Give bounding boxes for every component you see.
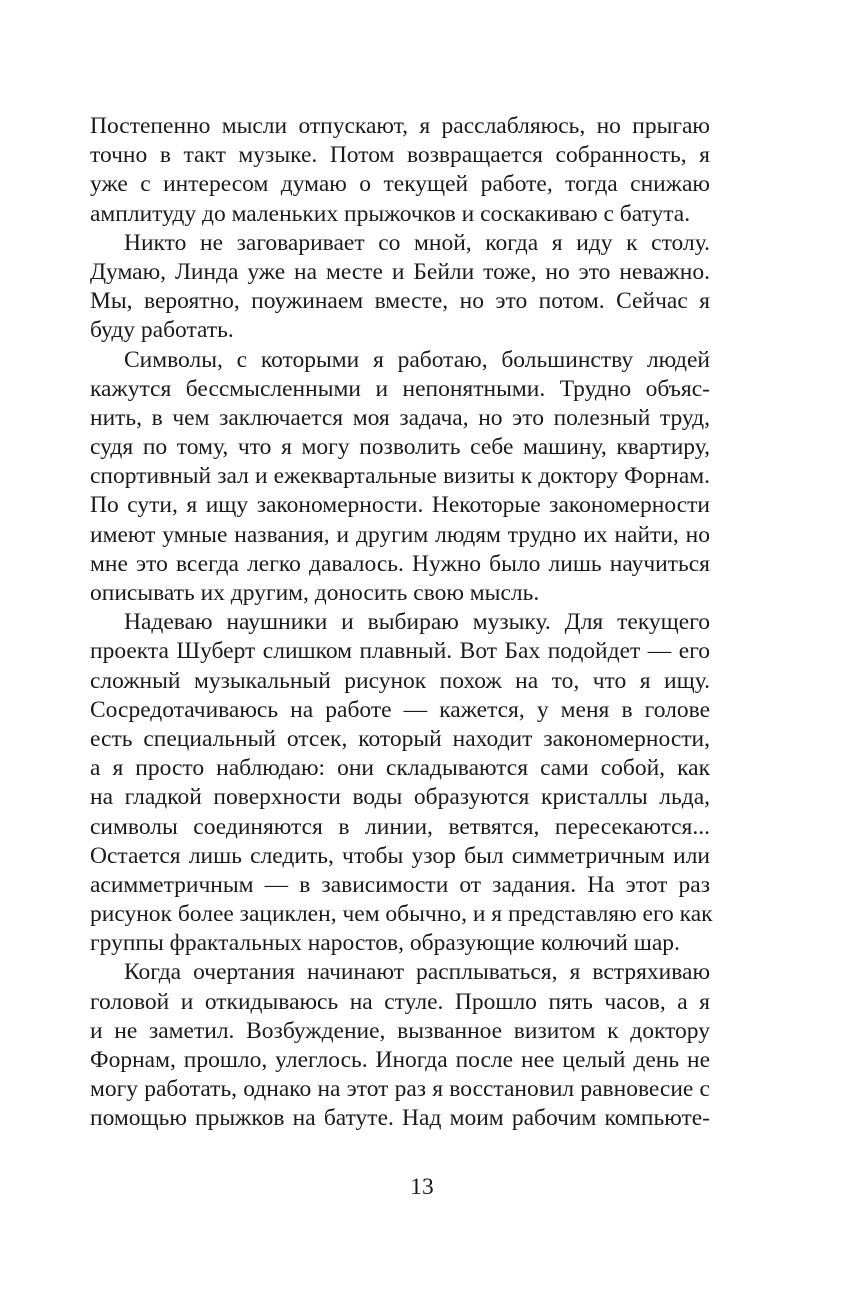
text-line: уже с интересом думаю о текущей работе, тогда снижаю: [90, 171, 710, 198]
text-line: По сути, я ищу закономерности. Некоторые закономерности: [90, 492, 710, 519]
text-line: могу работать, однако на этот раз я восстановил равновесие с: [90, 1076, 710, 1103]
paragraph-2: [90, 229, 710, 346]
text-line: Форнам, прошло, улеглось. Иногда после нее целый день не: [90, 1047, 710, 1073]
text-line: Остается лишь следить, чтобы узор был симметричным или: [90, 842, 710, 869]
text-line: Сосредотачиваюсь на работе — кажется, у меня в голове: [90, 696, 710, 723]
text-line: Никто не заговаривает со мной, когда я иду к столу.: [124, 229, 710, 256]
text-line: головой и откидываюсь на стуле. Прошло пять часов, а я: [90, 988, 710, 1015]
text-line: судя по тому, что я могу позволить себе машину, квартиру,: [90, 434, 710, 461]
paragraph-5: [90, 958, 710, 1133]
text-line: сложный музыкальный рисунок похож на то, что я ищу.: [90, 667, 710, 694]
page-number: 13: [410, 1174, 434, 1200]
body-text: [90, 112, 713, 1134]
text-line: проекта Шуберт слишком плавный. Вот Бах подойдет — его: [90, 638, 710, 665]
text-line: Постепенно мысли отпускают, я расслабляюсь, но прыгаю: [90, 113, 710, 139]
text-line: есть специальный отсек, который находит закономерности,: [90, 725, 710, 752]
text-line: Символы, с которыми я работаю, большинству людей: [124, 346, 710, 373]
text-line: кажутся бессмысленными и непонятными. Трудно объяс-: [90, 375, 710, 402]
text-line: Когда очертания начинают расплываться, я встряхиваю: [124, 959, 710, 986]
text-line: группы фрактальных наростов, образующие колючий шар.: [90, 930, 680, 957]
text-line: на гладкой поверхности воды образуются кристаллы льда,: [90, 784, 710, 811]
paragraph-3: [90, 346, 710, 609]
text-line: буду работать.: [90, 317, 234, 344]
text-line: спортивный зал и ежеквартальные визиты к доктору Форнам.: [90, 463, 710, 490]
text-line: Надеваю наушники и выбираю музыку. Для текущего: [124, 609, 710, 636]
text-line: а я просто наблюдаю: они складываются сами собой, как: [90, 755, 710, 782]
text-line: Мы, вероятно, поужинаем вместе, но это потом. Сейчас я: [90, 288, 710, 315]
text-line: асимметричным — в зависимости от задания. На этот раз: [90, 871, 710, 898]
text-line: помощью прыжков на батуте. Над моим рабочим компьюте-: [90, 1105, 710, 1132]
text-line: символы соединяются в линии, ветвятся, пересекаются...: [90, 813, 710, 840]
text-line: амплитуду до маленьких прыжочков и соскакиваю с батута.: [90, 200, 691, 227]
text-line: рисунок более зациклен, чем обычно, и я представляю его как: [90, 901, 713, 928]
text-line: и не заметил. Возбуждение, вызванное визитом к доктору: [90, 1017, 710, 1044]
text-line: нить, в чем заключается моя задача, но это полезный труд,: [90, 404, 710, 431]
text-line: мне это всегда легко давалось. Нужно было лишь научиться: [90, 550, 710, 577]
text-line: описывать их другим, доносить свою мысль.: [90, 580, 540, 606]
text-line: Думаю, Линда уже на месте и Бейли тоже, но это неважно.: [90, 258, 710, 285]
paragraph-4: [90, 608, 713, 958]
paragraph-1: [90, 112, 710, 229]
text-line: точно в такт музыке. Потом возвращается собранность, я: [90, 142, 710, 169]
text-line: имеют умные названия, и другим людям трудно их найти, но: [90, 521, 710, 548]
